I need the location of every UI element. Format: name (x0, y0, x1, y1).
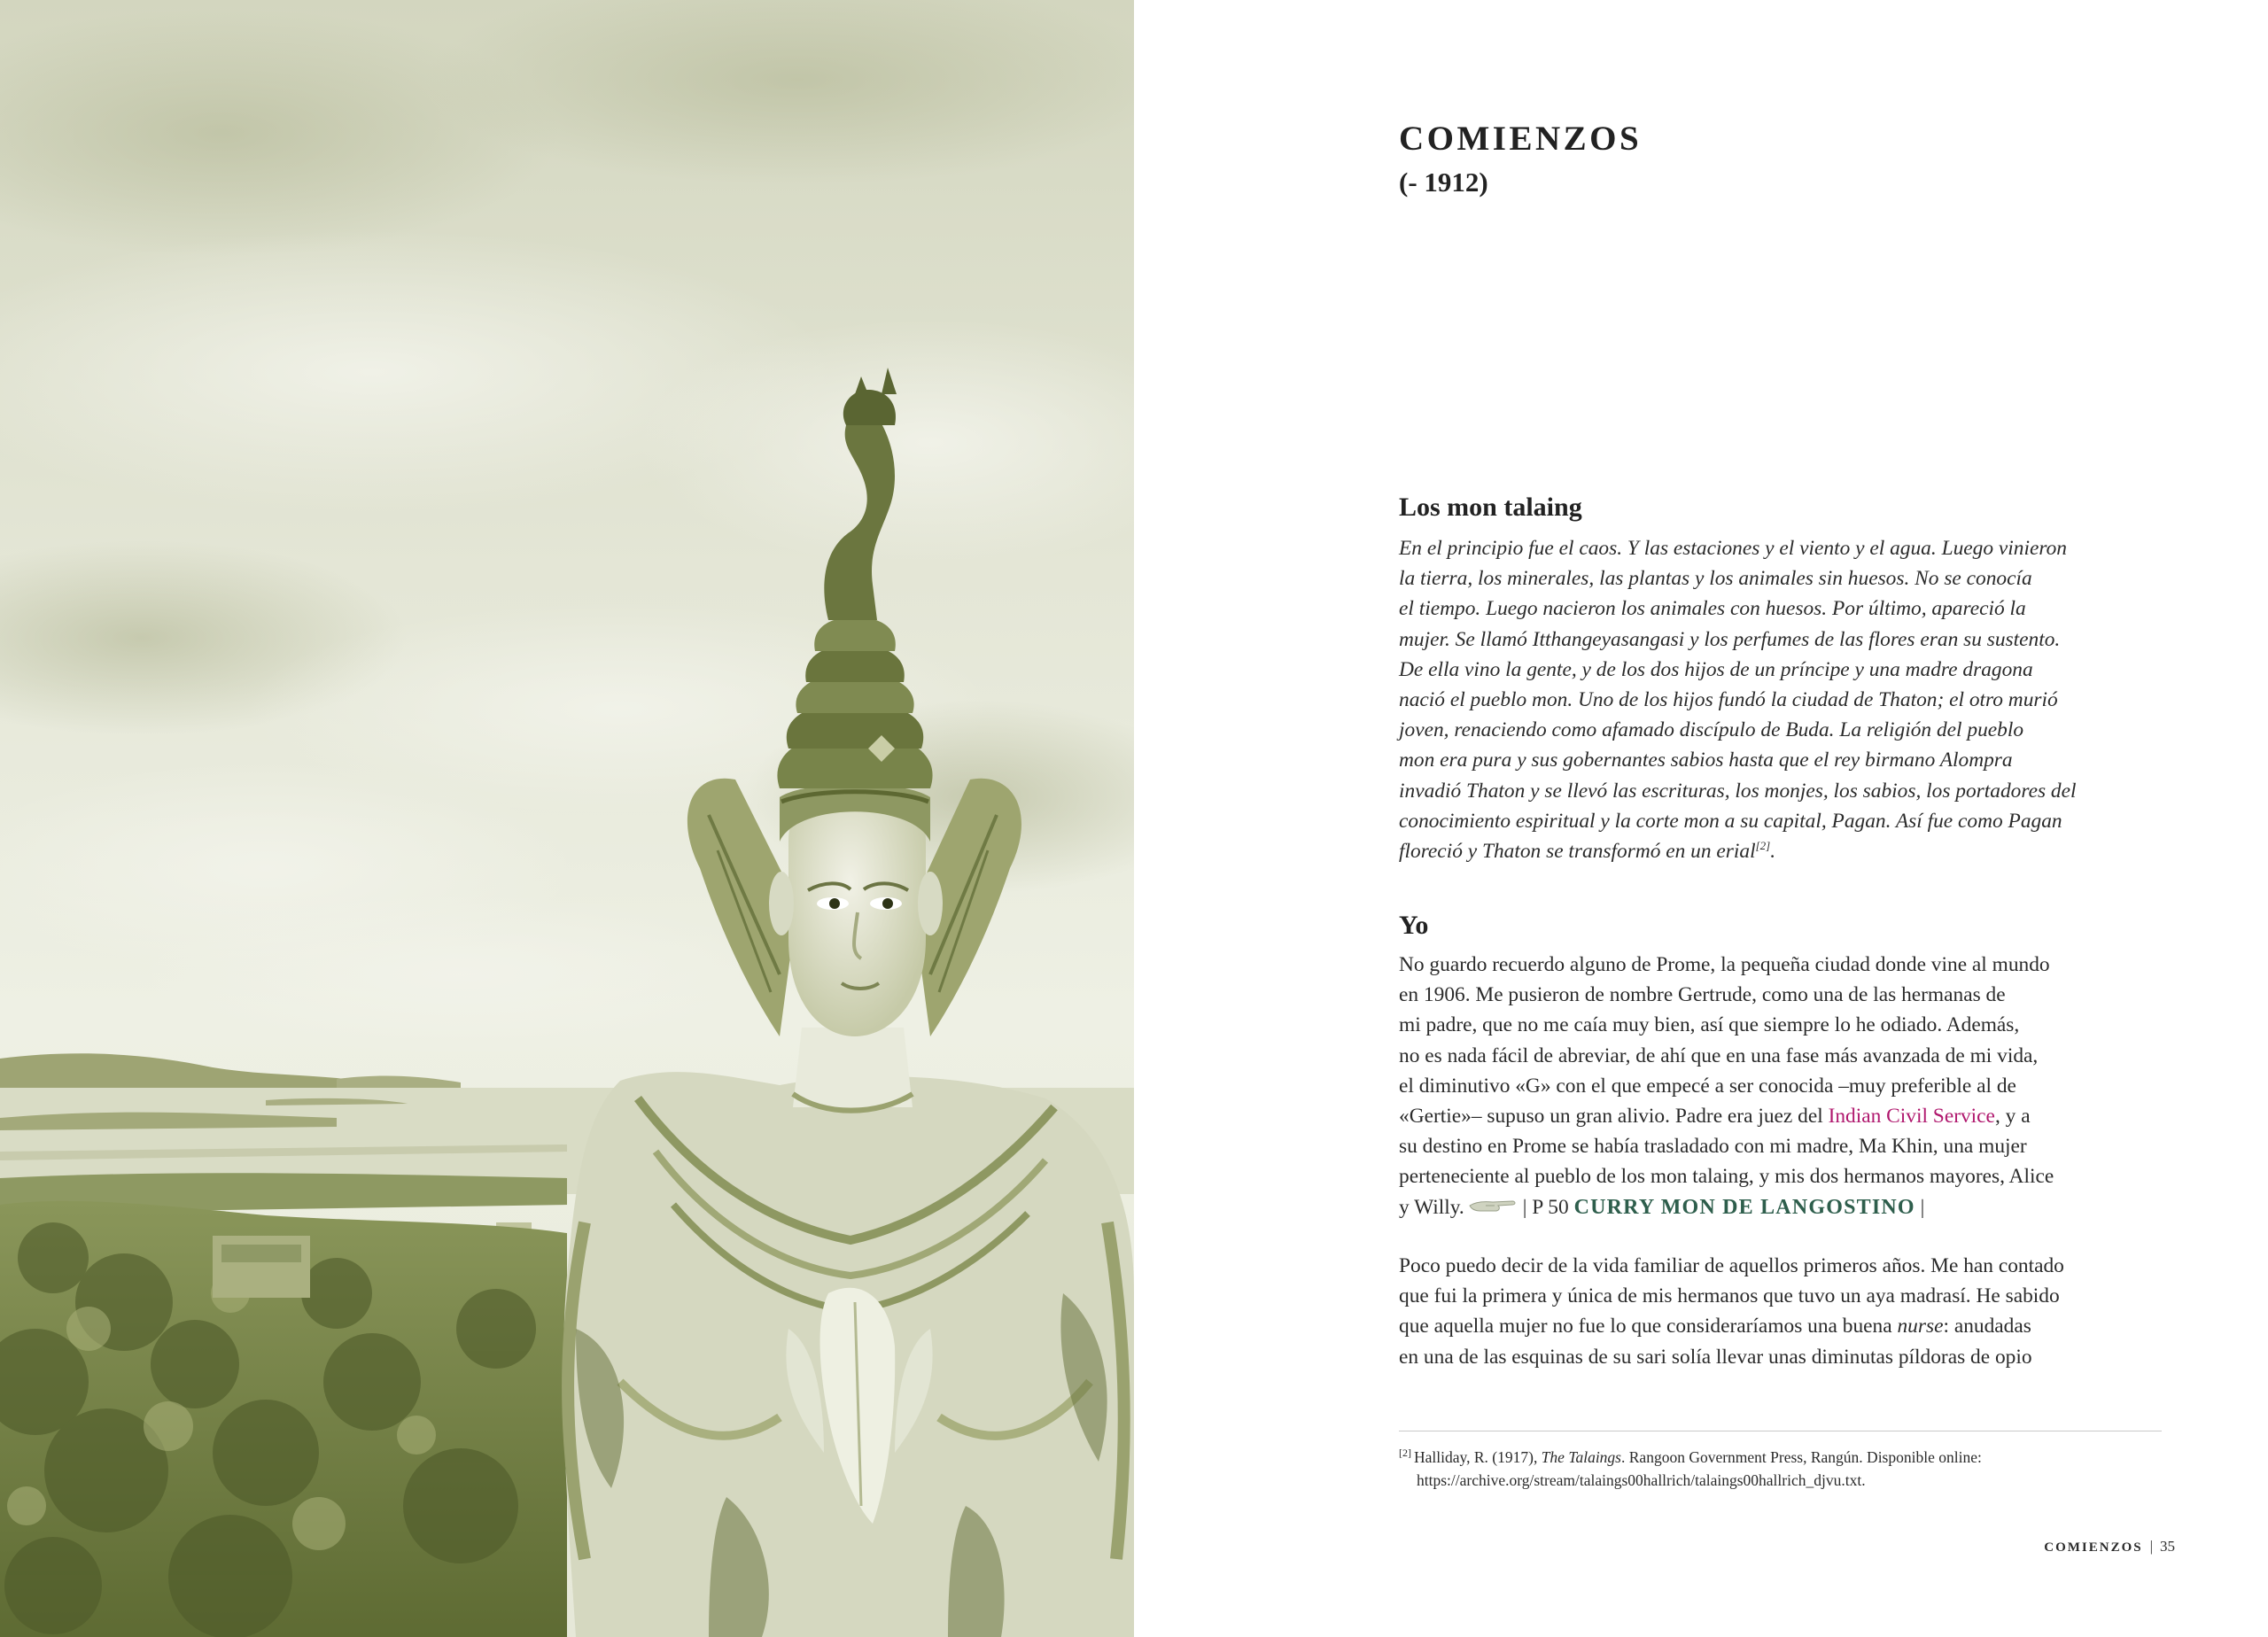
paragraph-line (1399, 836, 2161, 866)
footnote-book-title: The Talaings (1541, 1448, 1621, 1466)
recipe-close-bar: | (1920, 1195, 1925, 1219)
paragraph-line: mi padre, que no me caía muy bien, así que siempre lo he odiado. Además, (1399, 1013, 2020, 1037)
paragraph-line-text: , y a (1994, 1105, 2031, 1129)
section-heading-mon-talaing: Los mon talaing (1399, 493, 1582, 522)
footnote-mark: [2] (1399, 1447, 1411, 1460)
paragraph-line: nació el pueblo mon. Uno de los hijos fundó la ciudad de Thaton; el otro murió (1399, 688, 2058, 712)
running-footer (2044, 1538, 2175, 1556)
footnote-reference-link[interactable]: [2] (1755, 839, 1771, 853)
paragraph-line: mujer. Se llamó Itthangeyasangasi y los perfumes de las flores eran su sustento. (1399, 627, 2061, 651)
mon-talaing-paragraph (1399, 533, 2161, 866)
footnote-url-link[interactable]: https://archive.org/stream/talaings00hallrich/talaings00hallrich_djvu.txt. (1417, 1471, 1866, 1489)
childhood-paragraph (1399, 1251, 2161, 1372)
chapter-title: COMIENZOS (1399, 120, 1643, 158)
paragraph-line: su destino en Prome se había trasladado con mi madre, Ma Khin, una mujer (1399, 1135, 2027, 1159)
pointing-hand-icon (1468, 1193, 1518, 1223)
chapter-years: (- 1912) (1399, 167, 1488, 198)
footnote (1399, 1446, 2170, 1492)
paragraph-line: conocimiento espiritual y la corte mon a su capital, Pagan. Así fue como Pagan (1399, 809, 2062, 833)
footer-chapter-name: COMIENZOS (2044, 1540, 2143, 1555)
paragraph-line-text: floreció y Thaton se transformó en un erial (1399, 840, 1756, 864)
paragraph-line-text: : anudadas (1943, 1315, 2031, 1338)
paragraph-line: en 1906. Me pusieron de nombre Gertrude, como una de las hermanas de (1399, 983, 2006, 1007)
yo-paragraph (1399, 950, 2161, 1223)
paragraph-line-text: y Willy. (1399, 1195, 1464, 1219)
paragraph-line-text: que aquella mujer no fue lo que consideraríamos una buena (1399, 1315, 1898, 1338)
paragraph-line: el diminutivo «G» con el que empecé a ser conocida –muy preferible al de (1399, 1074, 2016, 1098)
paragraph-line: En el principio fue el caos. Y las estaciones y el viento y el agua. Luego vinieron (1399, 537, 2067, 560)
paragraph-line: la tierra, los minerales, las plantas y los animales sin huesos. No se conocía (1399, 567, 2032, 591)
paragraph-line (1399, 1192, 2161, 1224)
indian-civil-service-link[interactable]: Indian Civil Service (1828, 1105, 1995, 1129)
footnote-text: Halliday, R. (1917), (1414, 1448, 1542, 1466)
paragraph-line: perteneciente al pueblo de los mon talaing, y mis dos hermanos mayores, Alice (1399, 1165, 2054, 1189)
paragraph-line (1399, 1311, 2161, 1341)
paragraph-line: que fui la primera y única de mis hermanos que tuvo un aya madrasí. He sabido (1399, 1284, 2060, 1308)
paragraph-line (1399, 1101, 2161, 1131)
punctuation: . (1770, 840, 1776, 864)
italic-word: nurse (1897, 1315, 1944, 1338)
paragraph-line: no es nada fácil de abreviar, de ahí que en una fase más avanzada de mi vida, (1399, 1043, 2039, 1067)
paragraph-line: Poco puedo decir de la vida familiar de aquellos primeros años. Me han contado (1399, 1254, 2064, 1277)
paragraph-line: invadió Thaton y se llevó las escrituras, los monjes, los sabios, los portadores del (1399, 779, 2077, 803)
text-page (1134, 0, 2268, 1637)
paragraph-line: mon era pura y sus gobernantes sabios hasta que el rey birmano Alompra (1399, 749, 2013, 772)
paragraph-line: en una de las esquinas de su sari solía llevar unas diminutas píldoras de opio (1399, 1345, 2032, 1369)
paragraph-line: joven, renaciendo como afamado discípulo de Buda. La religión del pueblo (1399, 718, 2024, 742)
paragraph-line: No guardo recuerdo alguno de Prome, la pequeña ciudad donde vine al mundo (1399, 953, 2050, 976)
footer-separator: | (2149, 1538, 2153, 1555)
paragraph-line: De ella vino la gente, y de los dos hijos de un príncipe y una madre dragona (1399, 657, 2033, 681)
recipe-page-reference: | P 50 (1522, 1195, 1569, 1219)
footnote-line (1399, 1446, 2170, 1469)
paragraph-line: el tiempo. Luego nacieron los animales con huesos. Por último, apareció la (1399, 597, 2026, 621)
section-heading-yo: Yo (1399, 911, 1429, 940)
footnote-text: . Rangoon Government Press, Rangún. Disponible online: (1621, 1448, 1982, 1466)
paragraph-line-text: «Gertie»– supuso un gran alivio. Padre era juez del (1399, 1105, 1829, 1129)
page-number: 35 (2160, 1538, 2175, 1555)
recipe-link-curry-mon[interactable]: CURRY MON DE LANGOSTINO (1573, 1195, 1915, 1219)
